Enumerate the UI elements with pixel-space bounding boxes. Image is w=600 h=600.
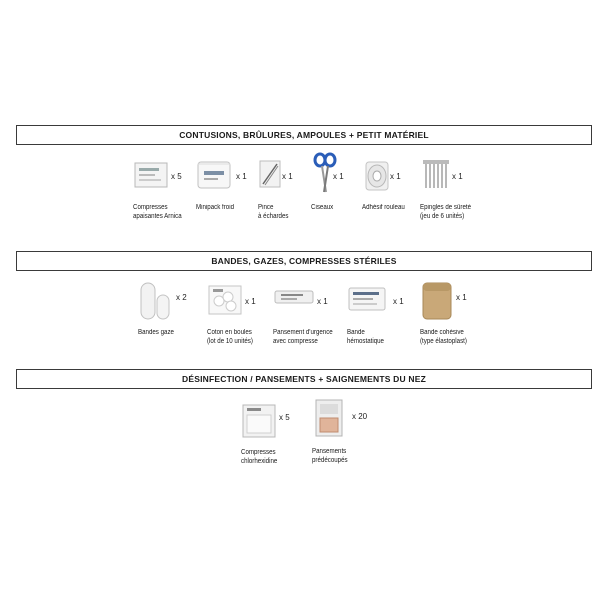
- item-label: Pince à échardes: [258, 204, 289, 220]
- item-bandes-gaze: [138, 281, 218, 371]
- item-label: Bande cohésive (type élastoplast): [420, 329, 467, 345]
- emergency-bandage-icon: [273, 283, 315, 321]
- item-label: Compresses apaisantes Arnica: [133, 204, 182, 220]
- gauze-roll-icon: [138, 281, 178, 323]
- item-quantity: x 1: [393, 297, 404, 306]
- item-quantity: x 1: [456, 293, 467, 302]
- item-label: Ciseaux: [311, 204, 334, 211]
- section-header-desinfection: DÉSINFECTION / PANSEMENTS + SAIGNEMENTS DU NEZ: [16, 369, 592, 389]
- cotton-balls-icon: [207, 283, 245, 321]
- item-quantity: x 1: [245, 297, 256, 306]
- item-label: Bande hémostatique: [347, 329, 384, 345]
- hemostatic-bandage-icon: [347, 283, 389, 321]
- item-label: Pansement d'urgence avec compresse: [273, 329, 333, 345]
- item-quantity: x 1: [452, 172, 463, 181]
- item-bande-cohesive: [420, 281, 500, 371]
- cohesive-bandage-icon: [420, 281, 458, 323]
- compress-pack-icon: [133, 158, 171, 196]
- item-label: Compresses chlorhexidine: [241, 449, 278, 465]
- item-quantity: x 5: [279, 413, 290, 422]
- item-compresses-chlorhexidine: [241, 403, 321, 493]
- item-quantity: x 1: [317, 297, 328, 306]
- item-pansements-predecoupes: [312, 398, 392, 488]
- section-header-contusions: CONTUSIONS, BRÛLURES, AMPOULES + PETIT MATÉRIEL: [16, 125, 592, 145]
- item-pansement-urgence: [273, 283, 353, 373]
- item-label: Epingles de sûreté (jeu de 6 unités): [420, 204, 472, 220]
- item-quantity: x 1: [390, 172, 401, 181]
- item-label: Bandes gaze: [138, 329, 174, 336]
- item-label: Minipack froid: [196, 204, 235, 211]
- item-label: Adhésif rouleau: [362, 204, 405, 211]
- section-header-bandes: BANDES, GAZES, COMPRESSES STÉRILES: [16, 251, 592, 271]
- precut-plasters-icon: [312, 398, 350, 442]
- item-label: Coton en boules (lot de 10 unités): [207, 329, 253, 345]
- cold-pack-icon: [196, 158, 234, 196]
- item-bande-hemostatique: [347, 283, 427, 373]
- item-label: Pansements prédécoupés: [312, 448, 348, 464]
- item-quantity: x 20: [352, 412, 368, 421]
- item-quantity: x 2: [176, 293, 187, 302]
- item-quantity: x 1: [282, 172, 293, 181]
- item-quantity: x 5: [171, 172, 182, 181]
- item-quantity: x 1: [333, 172, 344, 181]
- chlorhexidine-pack-icon: [241, 403, 279, 441]
- item-quantity: x 1: [236, 172, 247, 181]
- item-epingles-surete: [420, 158, 500, 248]
